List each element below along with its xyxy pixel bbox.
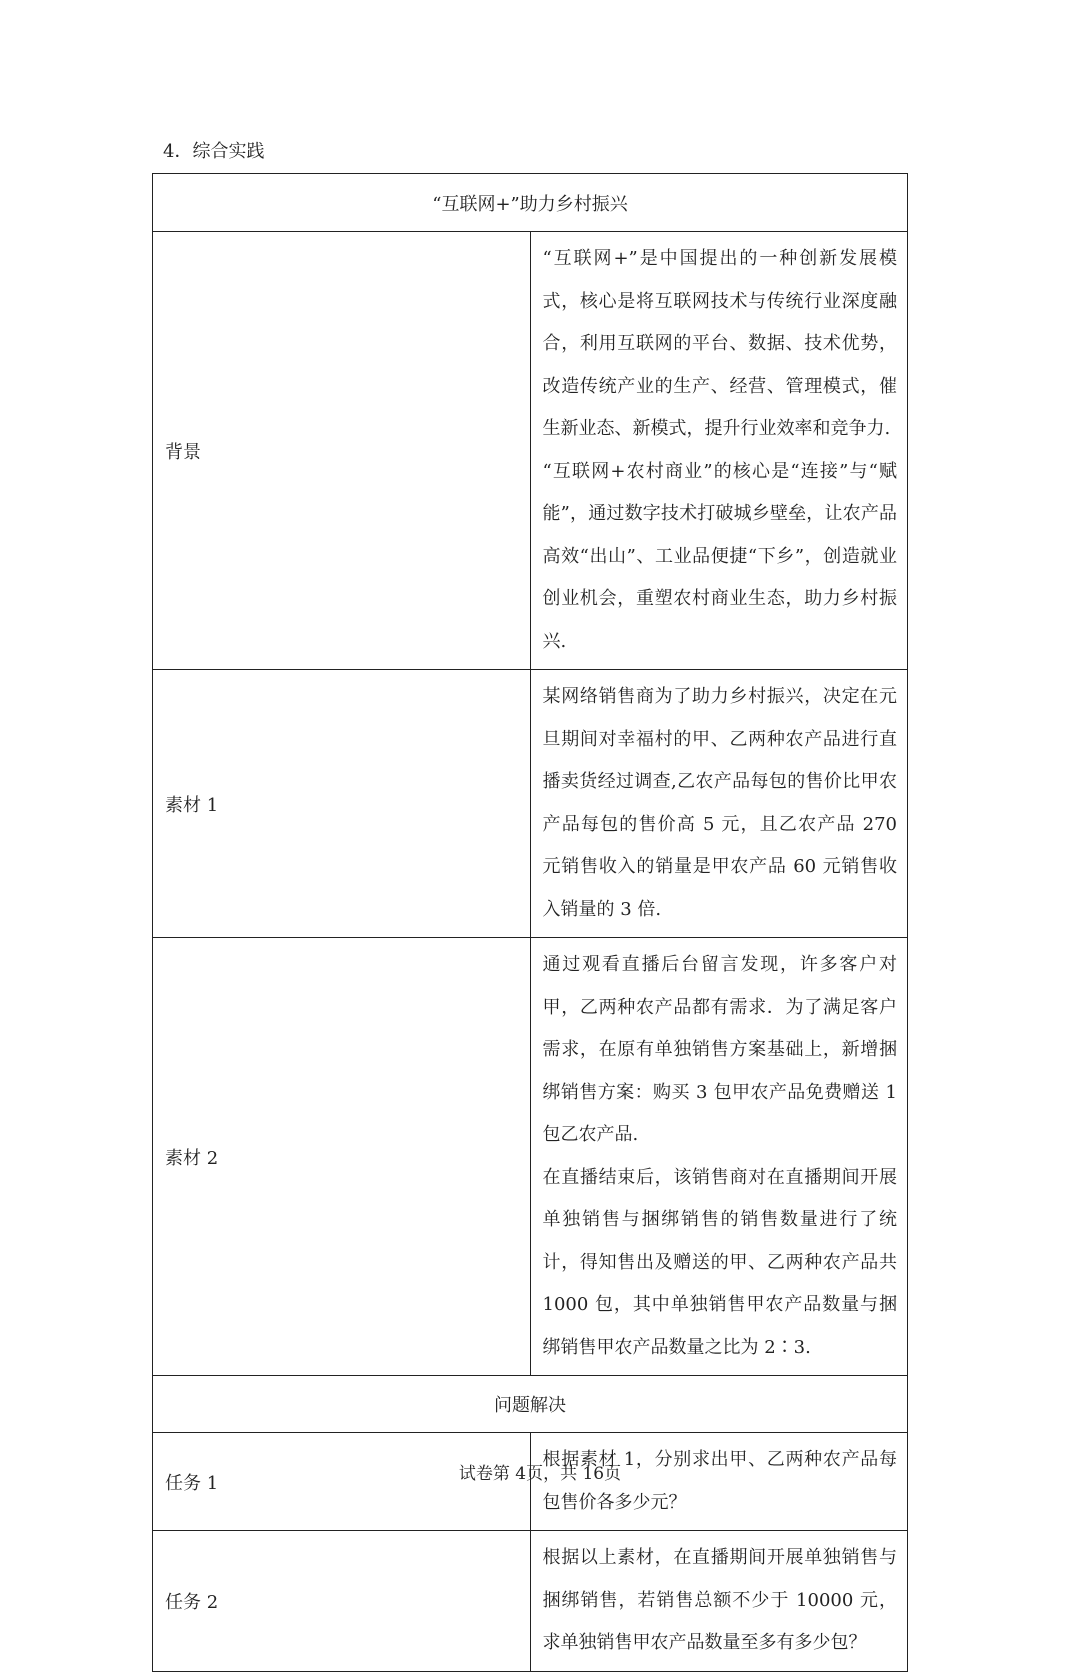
task2-row bbox=[153, 1531, 908, 1672]
material1-paragraph: 某网络销售商为了助力乡村振兴，决定在元旦期间对幸福村的甲、乙两种农产品进行直播卖货经过调查,乙农产品每包的售价比甲农产品每包的售价高 5 元，且乙农产品 270 元销售收入的销量是甲农产品 60 元销售收入销量的 3 倍. bbox=[542, 686, 897, 920]
material2-paragraph-2: 在直播结束后，该销售商对在直播期间开展单独销售与捆绑销售的销售数量进行了统计，得知售出及赠送的甲、乙两种农产品共 1000 包，其中单独销售甲农产品数量与捆绑销售甲农产品数量之比为 2∶3. bbox=[542, 1166, 897, 1358]
background-content bbox=[530, 232, 908, 670]
page-footer: 试卷第 4页，共 16页 bbox=[458, 1464, 622, 1484]
task2-label: 任务 2 bbox=[153, 1531, 531, 1672]
material2-label: 素材 2 bbox=[153, 938, 531, 1376]
title-row bbox=[153, 174, 908, 232]
question-heading: 4．综合实践 bbox=[163, 141, 265, 162]
task2-content bbox=[530, 1531, 908, 1672]
problem-header: 问题解决 bbox=[153, 1376, 908, 1433]
practice-table bbox=[152, 173, 908, 1672]
background-paragraph-2: “互联网+农村商业”的核心是“连接”与“赋能”，通过数字技术打破城乡壁垒，让农产品高效“出山”、工业品便捷“下乡”，创造就业创业机会，重塑农村商业生态，助力乡村振兴. bbox=[542, 460, 897, 652]
material1-label: 素材 1 bbox=[153, 670, 531, 938]
table-title: “互联网+”助力乡村振兴 bbox=[153, 174, 908, 232]
task1-text: 根据素材 1，分别求出甲、乙两种农产品每包售价各多少元？ bbox=[542, 1449, 897, 1513]
task2-text: 根据以上素材，在直播期间开展单独销售与捆绑销售，若销售总额不少于 10000 元，求单独销售甲农产品数量至多有多少包？ bbox=[542, 1547, 897, 1653]
background-paragraph-1: “互联网+”是中国提出的一种创新发展模式，核心是将互联网技术与传统行业深度融合，利用互联网的平台、数据、技术优势，改造传统产业的生产、经营、管理模式，催生新业态、新模式，提升行业效率和竞争力. bbox=[542, 248, 897, 439]
material1-row bbox=[153, 670, 908, 938]
material2-paragraph-1: 通过观看直播后台留言发现，许多客户对甲，乙两种农产品都有需求．为了满足客户需求，在原有单独销售方案基础上，新增捆绑销售方案：购买 3 包甲农产品免费赠送 1 包乙农产品. bbox=[542, 954, 897, 1145]
material1-content bbox=[530, 670, 908, 938]
background-row bbox=[153, 232, 908, 670]
task1-label: 任务 1 bbox=[153, 1433, 531, 1531]
problem-header-row bbox=[153, 1376, 908, 1433]
material2-row bbox=[153, 938, 908, 1376]
background-label: 背景 bbox=[153, 232, 531, 670]
material2-content bbox=[530, 938, 908, 1376]
